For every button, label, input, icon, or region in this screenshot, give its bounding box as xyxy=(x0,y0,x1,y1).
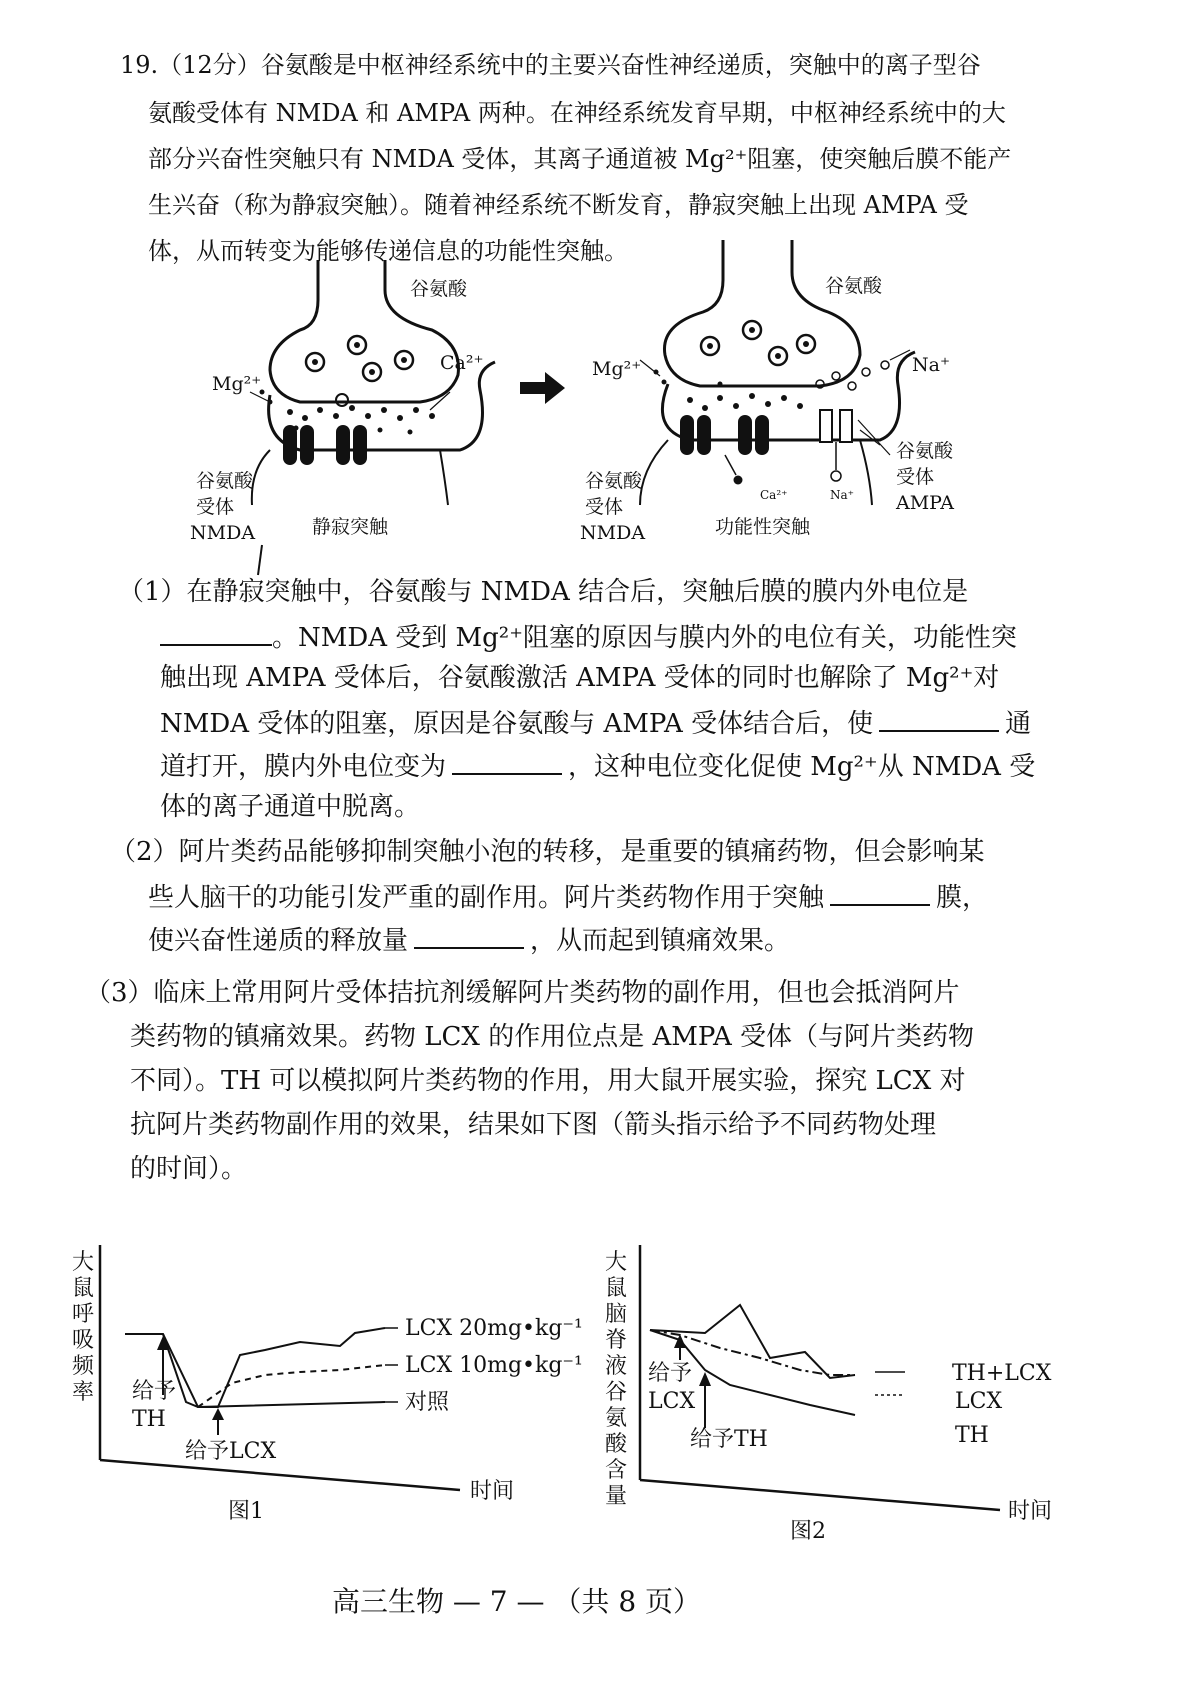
fig2-series-label-1: TH+LCX xyxy=(952,1361,1052,1386)
right-mg-label: Mg²⁺ xyxy=(592,358,642,380)
right-ca-small-label: Ca²⁺ xyxy=(760,488,788,502)
intro-line-5: 体，从而转变为能够传递信息的功能性突触。 xyxy=(148,237,628,265)
part3-line-4: 抗阿片类药物副作用的效果，结果如下图（箭头指示给予不同药物处理 xyxy=(130,1110,937,1140)
left-mg-label: Mg²⁺ xyxy=(212,373,262,395)
part1-line-6: 体的离子通道中脱离。 xyxy=(160,792,421,822)
part1-line-5-text: 道打开，膜内外电位变为 xyxy=(160,752,447,782)
part3-line-2: 类药物的镇痛效果。药物 LCX 的作用位点是 AMPA 受体（与阿片类药物 xyxy=(130,1022,975,1052)
left-caption: 静寂突触 xyxy=(312,516,389,538)
fig2-xlabel: 时间 xyxy=(1008,1499,1053,1524)
left-ca-label: Ca²⁺ xyxy=(440,352,484,374)
right-nmda-line-3: NMDA xyxy=(580,522,646,544)
intro-line-4: 生兴奋（称为静寂突触）。随着神经系统不断发育，静寂突触上出现 AMPA 受 xyxy=(148,191,969,219)
part1-line-3: 触出现 AMPA 受体后，谷氨酸激活 AMPA 受体的同时也解除了 Mg²⁺对 xyxy=(160,663,1000,693)
left-receptor-line-1: 谷氨酸 xyxy=(196,470,254,492)
fig1-xlabel: 时间 xyxy=(470,1479,515,1504)
part2-line-2-text: 些人脑干的功能引发严重的副作用。阿片类药物作用于突触 xyxy=(148,883,825,913)
fig1-series-label-2: LCX 10mg•kg⁻¹ xyxy=(405,1353,583,1378)
intro-line-3: 部分兴奋性突触只有 NMDA 受体，其离子通道被 Mg²⁺阻塞，使突触后膜不能产 xyxy=(148,145,1012,173)
fig2-series-label-2: LCX xyxy=(955,1389,1003,1414)
right-nmda-line-1: 谷氨酸 xyxy=(585,470,643,492)
fig2-caption: 图2 xyxy=(790,1519,826,1544)
part3-line-1: （3）临床上常用阿片受体拮抗剂缓解阿片类药物的副作用，但也会抵消阿片 xyxy=(85,978,960,1008)
right-nmda-line-2: 受体 xyxy=(585,496,624,518)
part2-line-1: （2）阿片类药品能够抑制突触小泡的转移，是重要的镇痛药物，但会影响某 xyxy=(110,837,985,867)
fig1-give-lcx: 给予LCX xyxy=(185,1439,277,1464)
right-glutamate-label: 谷氨酸 xyxy=(825,275,883,297)
part2-line-2-end: 膜， xyxy=(936,883,989,913)
right-ampa-line-3: AMPA xyxy=(896,492,954,514)
intro-line-1: 19.（12分）谷氨酸是中枢神经系统中的主要兴奋性神经递质，突触中的离子型谷 xyxy=(120,51,981,79)
left-receptor-line-3: NMDA xyxy=(190,522,256,544)
right-ampa-line-1: 谷氨酸 xyxy=(896,440,954,462)
fig2-give-th: 给予TH xyxy=(690,1427,768,1452)
right-na-label: Na⁺ xyxy=(912,354,950,376)
fig2-give-lcx-line-1: 给予 xyxy=(648,1361,693,1386)
left-glutamate-label: 谷氨酸 xyxy=(410,278,468,300)
right-na-small-label: Na⁺ xyxy=(830,488,854,502)
part3-line-5: 的时间）。 xyxy=(130,1154,248,1184)
fig1-series-label-1: LCX 20mg•kg⁻¹ xyxy=(405,1316,583,1341)
intro-line-2: 氨酸受体有 NMDA 和 AMPA 两种。在神经系统发育早期，中枢神经系统中的大 xyxy=(148,99,1006,127)
fig1-caption: 图1 xyxy=(228,1499,264,1524)
fig1-series-label-3: 对照 xyxy=(405,1390,450,1415)
part1-line-1: （1）在静寂突触中，谷氨酸与 NMDA 结合后，突触后膜的膜内外电位是 xyxy=(118,577,969,607)
part1-line-2-text: 。NMDA 受到 Mg²⁺阻塞的原因与膜内外的电位有关，功能性突 xyxy=(272,623,1017,653)
part1-line-4-text: NMDA 受体的阻塞，原因是谷氨酸与 AMPA 受体结合后，使 xyxy=(160,709,874,739)
fig2-x-axis xyxy=(640,1480,1000,1510)
fig2-series-label-3: TH xyxy=(955,1423,989,1448)
right-ampa-line-2: 受体 xyxy=(896,466,935,488)
fig2-give-lcx-line-2: LCX xyxy=(648,1389,696,1414)
right-caption: 功能性突触 xyxy=(715,516,811,538)
part1-line-5-end: ，这种电位变化促使 Mg²⁺从 NMDA 受 xyxy=(568,752,1036,782)
fig1-give-th-line-2: TH xyxy=(132,1407,166,1432)
fig2-ylabel: 大鼠脑脊液谷氨酸含量 xyxy=(604,1250,627,1509)
fig1-ylabel: 大鼠呼吸频率 xyxy=(71,1250,94,1405)
part3-line-3: 不同）。TH 可以模拟阿片类药物的作用，用大鼠开展实验，探究 LCX 对 xyxy=(130,1066,966,1096)
left-receptor-line-2: 受体 xyxy=(196,496,235,518)
part1-line-4-end: 通 xyxy=(1005,709,1032,739)
fig1-give-th-line-1: 给予 xyxy=(132,1379,177,1404)
page-footer: 高三生物 — 7 — （共 8 页） xyxy=(332,1585,702,1618)
part2-line-3-end: ，从而起到镇痛效果。 xyxy=(530,926,791,956)
part2-line-3-text: 使兴奋性递质的释放量 xyxy=(148,926,409,956)
